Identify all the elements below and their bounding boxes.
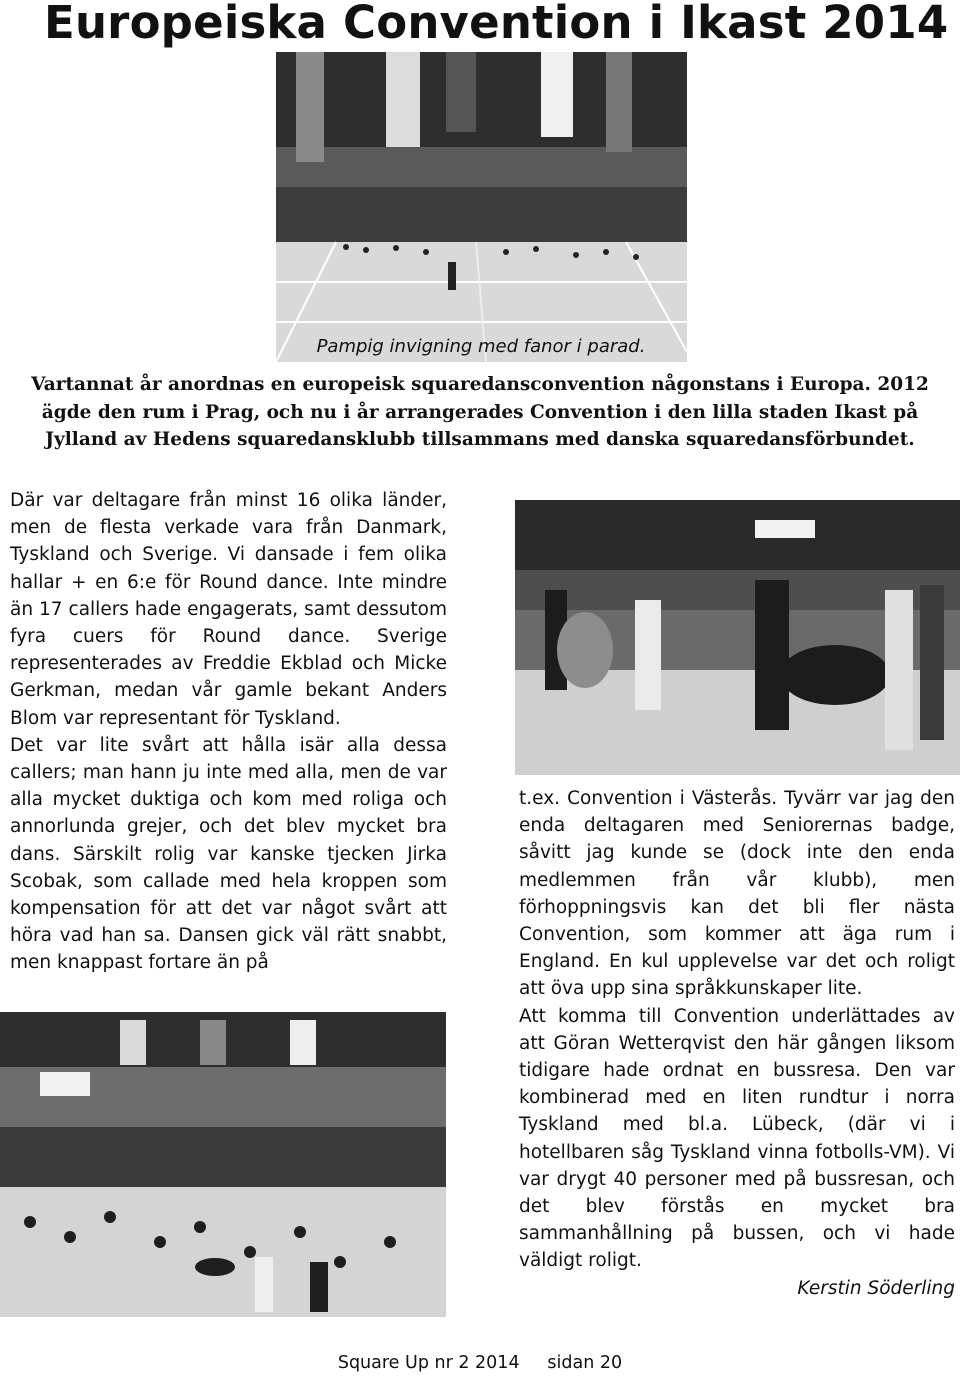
magazine-issue: Square Up nr 2 2014 bbox=[337, 1353, 520, 1373]
author-signature: Kerstin Söderling bbox=[797, 1277, 955, 1299]
right-column bbox=[519, 785, 955, 1302]
photo-hall-dancers bbox=[0, 1012, 446, 1317]
photo-dancers bbox=[515, 500, 960, 775]
page-number: sidan 20 bbox=[547, 1353, 623, 1373]
article-title: Europeiska Convention i Ikast 2014 bbox=[44, 0, 949, 49]
article-lead: Vartannat år anordnas en europeisk squaredansconvention någonstans i Europa. 2012 ägde den rum i Prag, och nu i år arrangerades Convention i den lilla staden Ikast på Jylland av Hedens squaredansklubb tillsammans med danska squaredansförbundet. bbox=[31, 374, 929, 450]
left-column bbox=[10, 487, 447, 977]
paragraph: Där var deltagare från minst 16 olika länder, men de flesta verkade vara från Danmark, Tyskland och Sverige. Vi dansade i fem olika hallar + en 6:e för Round dance. Inte mindre än 17 callers hade engagerats, samt dessutom fyra cuers för Round dance. Sverige representerades av Freddie Ekblad och Micke Gerkman, medan vår gamle bekant Anders Blom var representant för Tyskland. bbox=[10, 490, 447, 729]
paragraph: Det var lite svårt att hålla isär alla dessa callers; man hann ju inte med alla, men de var alla mycket duktiga och kom med roliga och annorlunda grejer, och det blev mycket bra dans. Särskilt rolig var kanske tjecken Jirka Scobak, som callade med hela kroppen som kompensation för att det var något svårt att höra vad han sa. Dansen gick väl rätt snabbt, men knappast fortare än på bbox=[10, 734, 447, 974]
paragraph: Att komma till Convention underlättades av att Göran Wetterqvist den här gången liksom tidigare hade ordnat en bussresa. Den var kombinerad med en liten rundtur i norra Tyskland med bl.a. Lübeck, (där vi i hotellbaren såg Tyskland vinna fotbolls-VM). Vi var drygt 40 personer med på bussresan, och det blev förstås en mycket bra sammanhållning på bussen, och vi hade väldigt roligt. bbox=[519, 1005, 955, 1272]
paragraph: t.ex. Convention i Västerås. Tyvärr var jag den enda deltagaren med Seniorernas badge, såvitt jag kunde se (dock inte den enda medlemmen från vår klubb), men förhoppningsvis kan det bli fler nästa Convention, som kommer att äga rum i England. En kul upplevelse var det och roligt att öva upp sina språkkunskaper lite. bbox=[519, 788, 955, 1000]
page-footer bbox=[0, 1353, 960, 1373]
photo-caption: Pampig invigning med fanor i parad. bbox=[316, 336, 646, 357]
photo-opening-parade bbox=[276, 52, 687, 362]
